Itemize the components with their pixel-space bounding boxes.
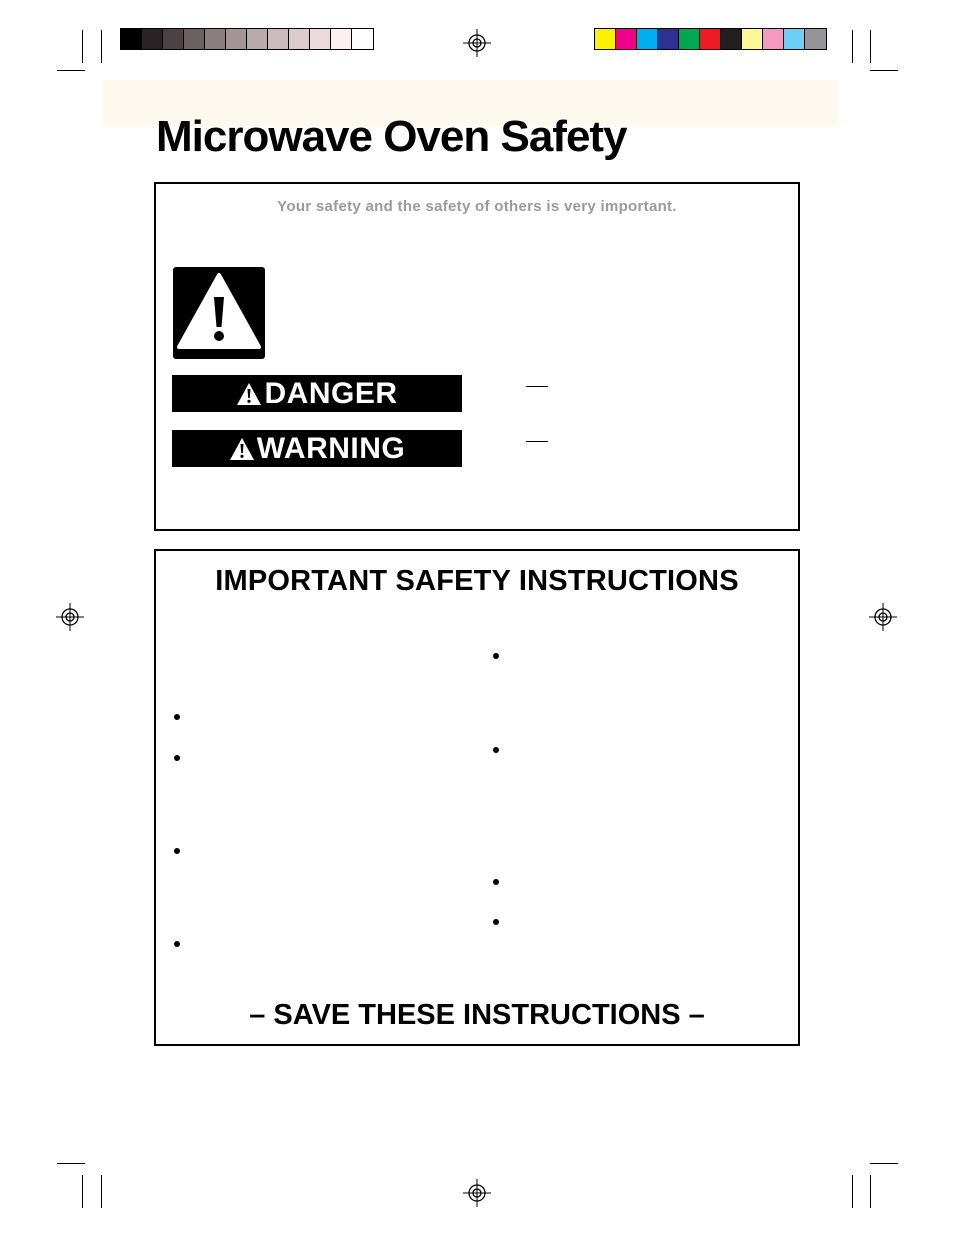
gray-swatch [205, 29, 226, 49]
safety-alert-triangle-icon [173, 267, 265, 359]
instructions-box [154, 549, 800, 1046]
color-swatch [700, 29, 721, 49]
gray-swatch [247, 29, 268, 49]
color-swatch [784, 29, 805, 49]
crop-mark [57, 1163, 85, 1164]
color-swatch [805, 29, 826, 49]
gray-swatch [352, 29, 373, 49]
safety-tagline: Your safety and the safety of others is very important. [277, 198, 677, 215]
bullet [174, 755, 180, 761]
crop-mark [82, 1175, 83, 1208]
gray-swatch [268, 29, 289, 49]
crop-mark [870, 1175, 871, 1208]
crop-mark [101, 30, 102, 63]
save-instructions-footer: – SAVE THESE INSTRUCTIONS – [249, 999, 705, 1031]
color-swatch [637, 29, 658, 49]
registration-target-icon [869, 603, 897, 631]
underline-mark [526, 386, 548, 387]
crop-mark [101, 1175, 102, 1208]
bullet [174, 941, 180, 947]
crop-mark [852, 30, 853, 63]
gray-swatch [310, 29, 331, 49]
warning-triangle-icon [229, 437, 255, 461]
color-swatch [742, 29, 763, 49]
page-title: Microwave Oven Safety [156, 112, 627, 161]
color-swatch [658, 29, 679, 49]
color-swatch [616, 29, 637, 49]
underline-mark [526, 441, 548, 442]
bullet [174, 714, 180, 720]
bullet [493, 879, 499, 885]
bullet [493, 919, 499, 925]
grayscale-calibration-bar [120, 28, 374, 50]
gray-swatch [289, 29, 310, 49]
registration-target-icon [463, 1179, 491, 1207]
gray-swatch [184, 29, 205, 49]
gray-swatch [121, 29, 142, 49]
color-swatch [763, 29, 784, 49]
crop-mark [82, 30, 83, 63]
registration-target-icon [463, 29, 491, 57]
instructions-title: IMPORTANT SAFETY INSTRUCTIONS [215, 565, 739, 597]
color-swatch [721, 29, 742, 49]
warning-label: WARNING [256, 431, 406, 465]
registration-target-icon [56, 603, 84, 631]
crop-mark [852, 1175, 853, 1208]
warning-triangle-icon [236, 382, 262, 406]
crop-mark [870, 70, 898, 71]
bullet [174, 848, 180, 854]
safety-box [154, 182, 800, 531]
crop-mark [57, 70, 85, 71]
warning-signal-word [172, 430, 462, 467]
gray-swatch [331, 29, 352, 49]
color-calibration-bar [594, 28, 827, 50]
crop-mark [870, 30, 871, 63]
danger-label: DANGER [264, 376, 398, 410]
color-swatch [595, 29, 616, 49]
bullet [493, 653, 499, 659]
color-swatch [679, 29, 700, 49]
gray-swatch [226, 29, 247, 49]
gray-swatch [163, 29, 184, 49]
danger-signal-word [172, 375, 462, 412]
gray-swatch [142, 29, 163, 49]
crop-mark [870, 1163, 898, 1164]
bullet [493, 747, 499, 753]
